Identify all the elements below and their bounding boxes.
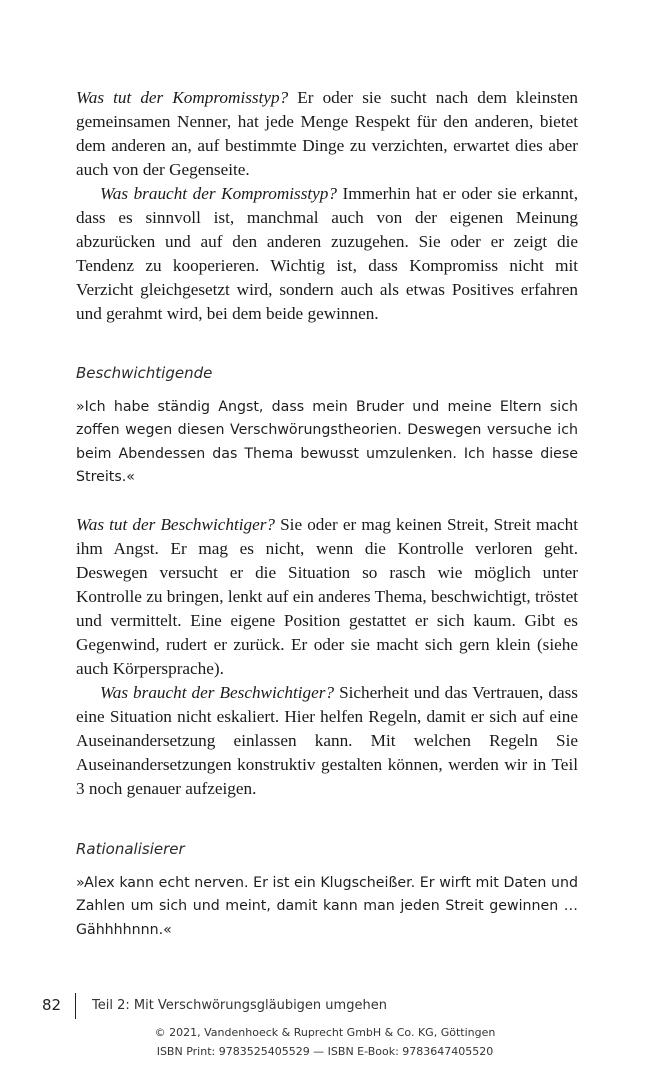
isbn-line: ISBN Print: 9783525405529 — ISBN E-Book: 9783647405520 <box>156 1045 494 1058</box>
copyright-line: © 2021, Vandenhoeck & Ruprecht GmbH & Co. KG, Göttingen <box>154 1026 496 1039</box>
paragraph-beschwichtiger-tut <box>76 513 578 681</box>
paragraph-beschwichtiger-braucht <box>76 681 578 801</box>
paragraph-lead: Was tut der Beschwichtiger? <box>76 515 275 534</box>
quote-rationalisierer: »Alex kann echt nerven. Er ist ein Klugscheißer. Er wirft mit Daten und Zahlen um sich und meint, damit kann man jeden Streit gewinnen … Gähhhhnnn.« <box>76 875 578 938</box>
paragraph-kompromisstyp-braucht <box>76 182 578 326</box>
section-heading-beschwichtigende: Beschwichtigende <box>76 364 213 382</box>
running-title: Teil 2: Mit Verschwörungsgläubigen umgehen <box>92 998 387 1013</box>
paragraph-body: Sicherheit und das Vertrauen, dass eine Situation nicht eskaliert. Hier helfen Regeln, damit er sich auf eine Auseinandersetzung einlassen kann. Mit welchen Regeln Sie Auseinandersetzungen konstruktiv gestalten können, werden wir in Teil 3 noch genauer aufzeigen. <box>76 683 578 798</box>
quote-beschwichtigende: »Ich habe ständig Angst, dass mein Bruder und meine Eltern sich zoffen wegen diesen Verschwörungstheorien. Deswegen versuche ich beim Abendessen das Thema bewusst umzulenken. Ich hasse diese Streits.« <box>76 399 578 486</box>
page-number: 82 <box>42 996 62 1014</box>
paragraph-lead: Was braucht der Beschwichtiger? <box>100 683 335 702</box>
paragraph-kompromisstyp-tut <box>76 86 578 182</box>
footer-divider <box>75 993 76 1019</box>
paragraph-body: Er oder sie sucht nach dem kleinsten gemeinsamen Nenner, hat jede Menge Respekt für den anderen, bietet dem anderen an, auf bestimmte Dinge zu verzichten, erwartet dies aber auch von der Gegenseite. <box>76 88 578 179</box>
paragraph-lead: Was tut der Kompromisstyp? <box>76 88 289 107</box>
paragraph-lead: Was braucht der Kompromisstyp? <box>100 184 337 203</box>
section-heading-rationalisierer: Rationalisierer <box>76 840 185 858</box>
paragraph-body: Sie oder er mag keinen Streit, Streit macht ihm Angst. Er mag es nicht, wenn die Kontrolle verloren geht. Deswegen versucht er die Situation so rasch wie möglich unter Kontrolle zu bringen, lenkt auf ein anderes Thema, beschwichtigt, tröstet und vermittelt. Eine eigene Position gestattet er sich kaum. Gibt es Gegenwind, rudert er zurück. Er oder sie macht sich gern klein (siehe auch Körpersprache). <box>76 515 578 678</box>
paragraph-body: Immerhin hat er oder sie erkannt, dass es sinnvoll ist, manchmal auch von der eigenen Meinung abzurücken und auf den anderen zuzugehen. Sie oder er zeigt die Tendenz zu kooperieren. Wichtig ist, dass Kompromiss nicht mit Verzicht gleichgesetzt wird, sondern auch als etwas Positives erfahren und gerahmt wird, bei dem beide gewinnen. <box>76 184 579 323</box>
